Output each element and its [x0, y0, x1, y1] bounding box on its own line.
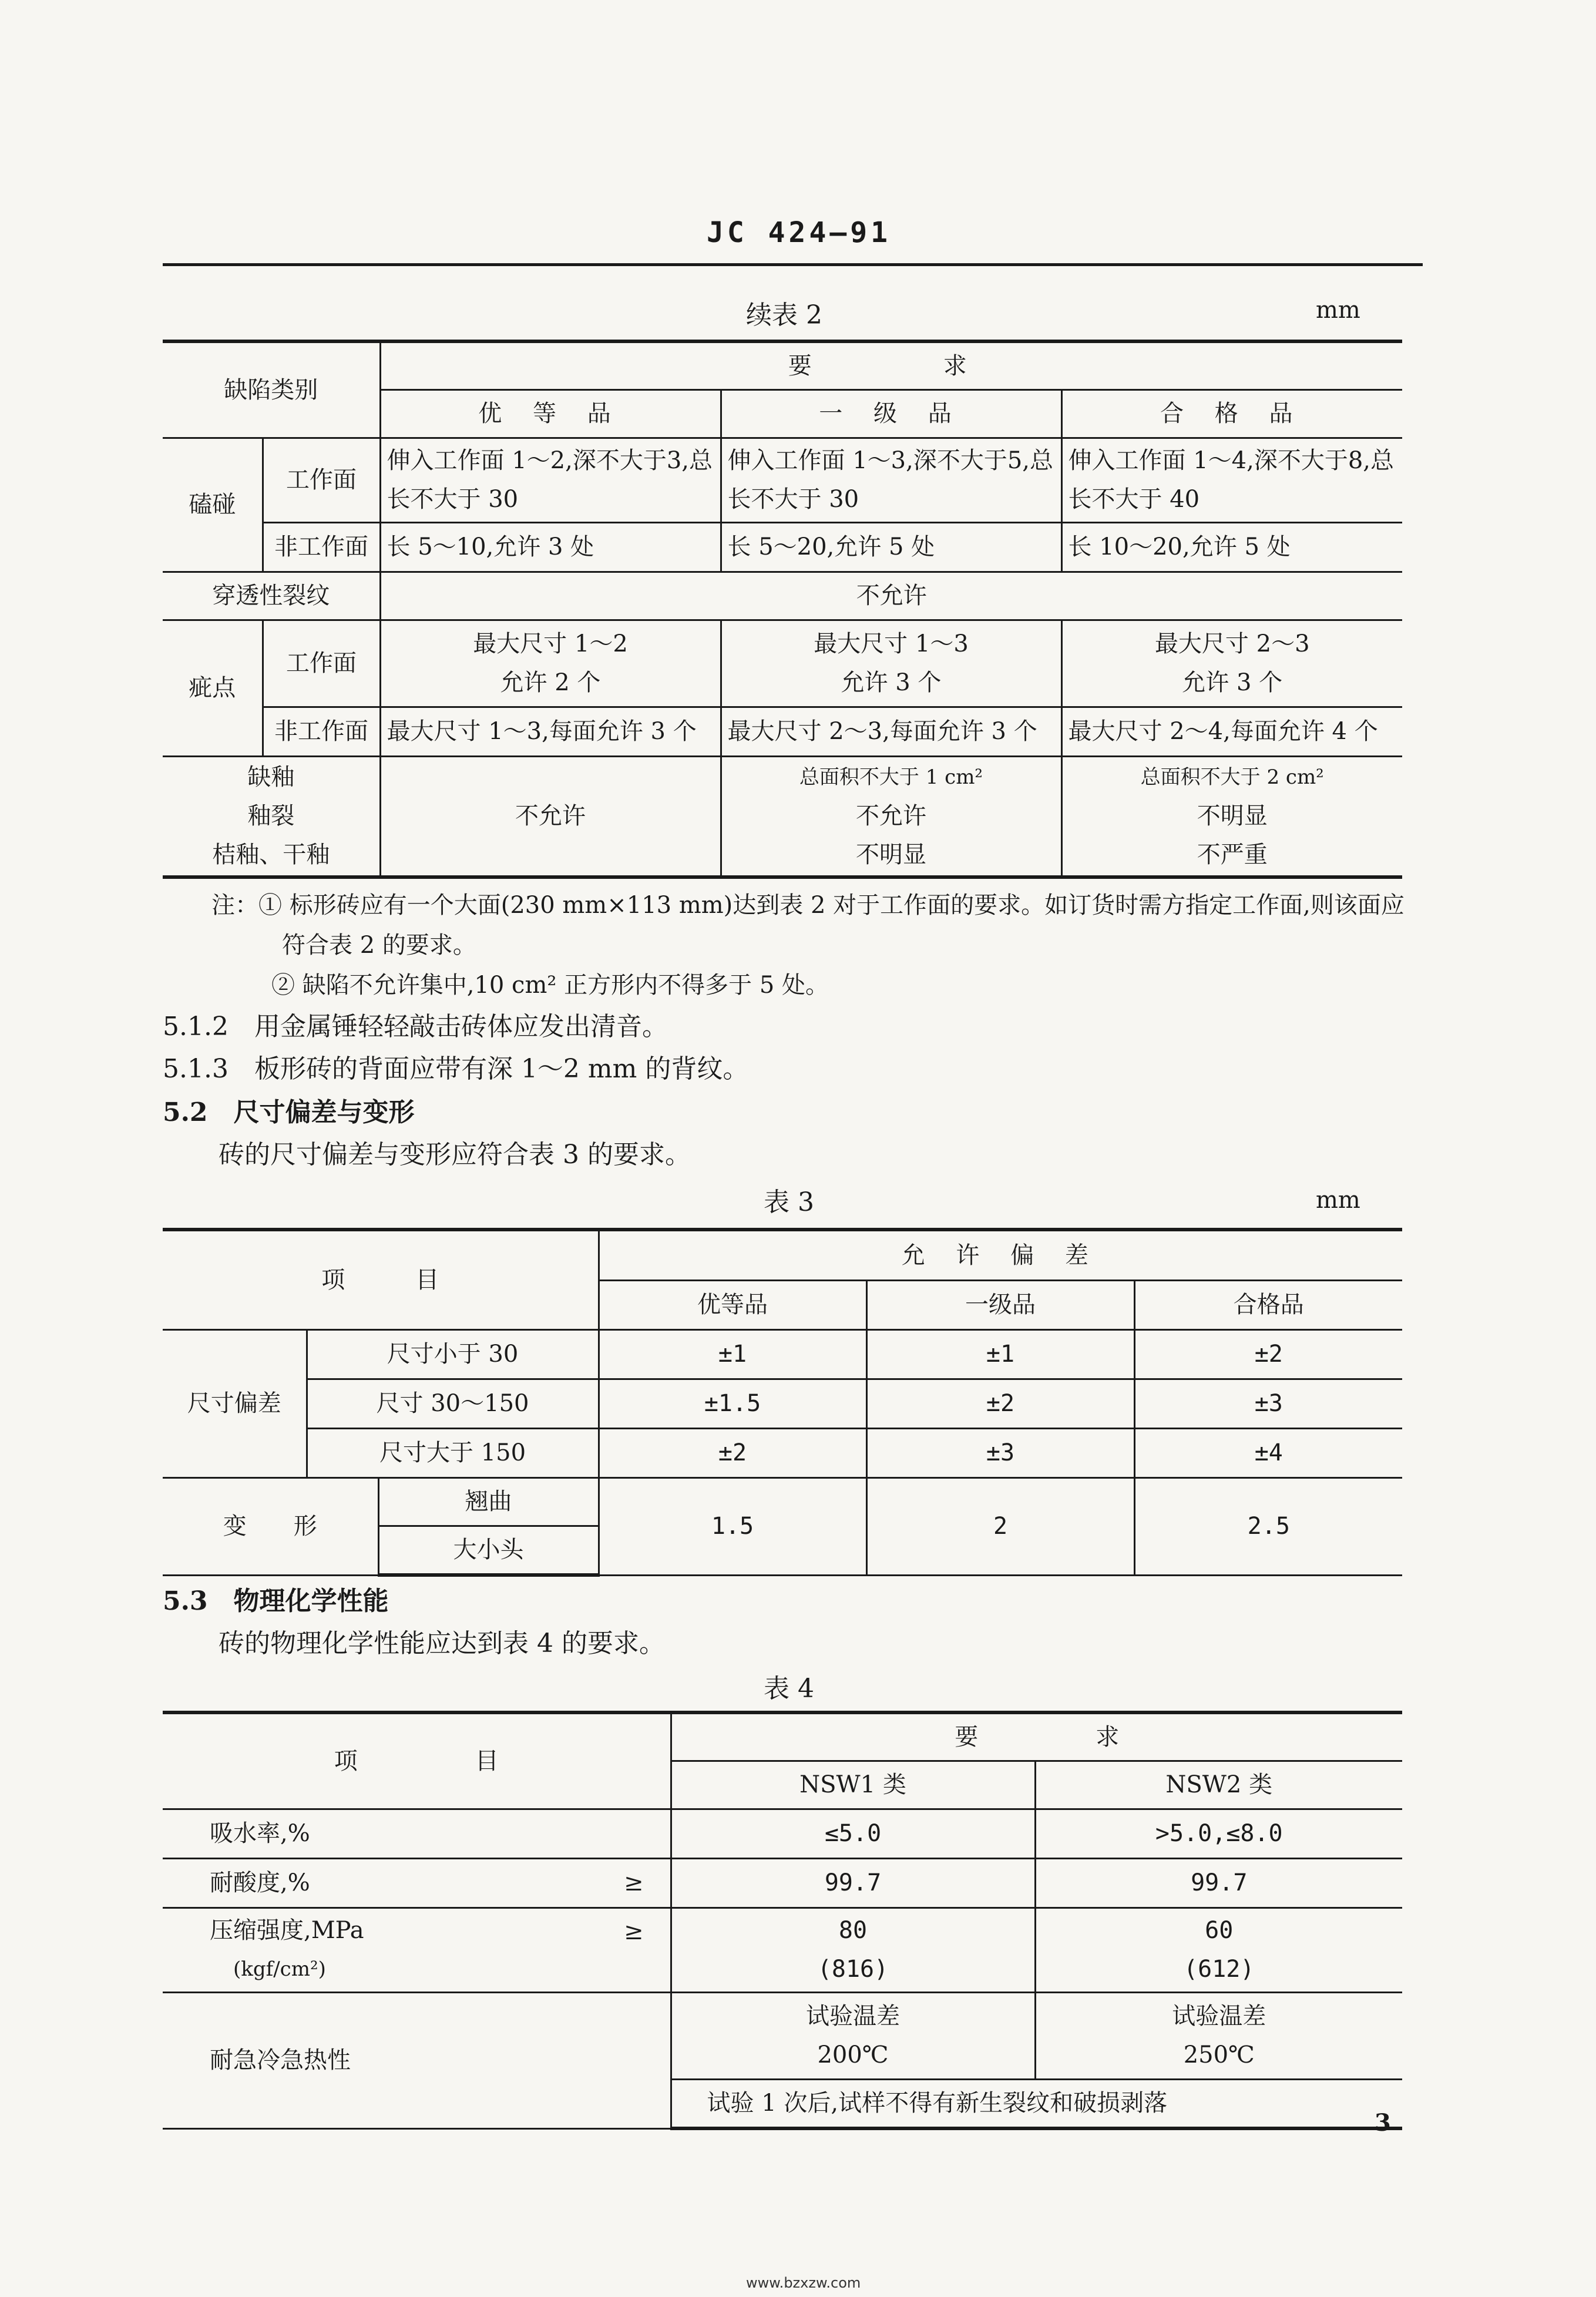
- table4-acid-label: 耐酸度,%: [163, 1858, 597, 1908]
- glaze-label: 桔釉、干釉: [212, 841, 330, 869]
- table3-value: ±4: [1134, 1428, 1402, 1477]
- strength-label-text: 压缩强度,MPa: [210, 1917, 364, 1944]
- table4-thermal-nsw1: [671, 1992, 1035, 2079]
- table4-absorption-nsw2: >5.0,≤8.0: [1035, 1809, 1402, 1858]
- table2-chip-label: 磕碰: [163, 438, 263, 572]
- table4-thermal-result: 试验 1 次后,试样不得有新生裂纹和破损剥落: [671, 2079, 1402, 2128]
- table2-grade-premium-text: 优 等 品: [478, 400, 623, 427]
- table4-head-req: 要 求: [671, 1712, 1402, 1761]
- thermal-temp: 250℃: [1183, 2041, 1255, 2068]
- thermal-temp-label: 试验温差: [1172, 2003, 1266, 2030]
- section-5-2-text: 砖的尺寸偏差与变形应符合表 3 的要求。: [219, 1140, 691, 1170]
- page-number: 3: [1375, 2109, 1391, 2137]
- table3-head-tol-text: 允 许 偏 差: [901, 1241, 1100, 1269]
- table2-chip-nonwork-label: 非工作面: [263, 522, 380, 572]
- table2: [163, 340, 1402, 879]
- table3-value: ±2: [866, 1379, 1134, 1428]
- table2-chip-work-label: 工作面: [263, 438, 380, 522]
- table2-grade-qualified-text: 合 格 品: [1160, 400, 1305, 427]
- table4-acid-nsw2: 99.7: [1035, 1858, 1402, 1908]
- spot-size: 最大尺寸 1～2: [473, 630, 628, 657]
- table2-spot-nonwork-premium: 最大尺寸 1～3,每面允许 3 个: [380, 707, 721, 756]
- section-5-2: 5.2 尺寸偏差与变形: [163, 1097, 415, 1127]
- table2-chip-nonwork-first: 长 5～20,允许 5 处: [721, 522, 1061, 572]
- table2-chip-work-qualified: 伸入工作面 1～4,深不大于8,总长不大于 40: [1061, 438, 1402, 522]
- table3-grade-premium: 优等品: [599, 1280, 866, 1329]
- table3-deform-value: 2.5: [1134, 1477, 1402, 1575]
- table3-deform-value: 1.5: [599, 1477, 866, 1575]
- table4-absorption-nsw1: ≤5.0: [671, 1809, 1035, 1858]
- table3-deform-label: 变 形: [163, 1477, 378, 1575]
- table3-grade-qualified: 合格品: [1134, 1280, 1402, 1329]
- table4-caption: 表 4: [764, 1674, 814, 1704]
- table2-spot-nonwork-label: 非工作面: [263, 707, 380, 756]
- table2-spot-nonwork-qualified: 最大尺寸 2～4,每面允许 4 个: [1061, 707, 1402, 756]
- glaze-value: 不明显: [1197, 802, 1268, 830]
- table4: [163, 1711, 1402, 2130]
- spot-size: 最大尺寸 1～3: [814, 630, 969, 657]
- table2-crack-label: 穿透性裂纹: [163, 572, 380, 620]
- thermal-temp: 200℃: [817, 2041, 889, 2068]
- table4-strength-nsw2: [1035, 1908, 1402, 1992]
- clause-5-1-2: 5.1.2 用金属锤轻轻敲击砖体应发出清音。: [163, 1012, 668, 1042]
- glaze-value: 不允许: [856, 802, 926, 830]
- table2-glaze-qualified: [1061, 756, 1402, 877]
- table3-caption: 表 3: [764, 1187, 814, 1217]
- table2-unit: mm: [1316, 297, 1360, 324]
- table2-grade-first-text: 一 级 品: [819, 400, 963, 427]
- table3-value: ±1: [866, 1329, 1134, 1379]
- table2-note-1-cont: 符合表 2 的要求。: [282, 932, 476, 959]
- table2-grade-qualified: [1061, 389, 1402, 438]
- table4-thermal-nsw2: [1035, 1992, 1402, 2079]
- strength-value: 60: [1205, 1917, 1234, 1944]
- table4-head-item: 项 目: [163, 1712, 671, 1809]
- table3-deform-value: 2: [866, 1477, 1134, 1575]
- table2-caption: 续表 2: [746, 300, 822, 330]
- table2-note-2: ② 缺陷不允许集中,10 cm² 正方形内不得多于 5 处。: [271, 972, 829, 999]
- table2-grade-premium: [380, 389, 721, 438]
- table2-chip-work-first: 伸入工作面 1～3,深不大于5,总长不大于 30: [721, 438, 1061, 522]
- table3-value: ±2: [599, 1428, 866, 1477]
- table3-head-item: 项 目: [163, 1230, 599, 1329]
- spot-count: 允许 3 个: [1182, 669, 1283, 696]
- strength-unit2: (kgf/cm²): [233, 1957, 326, 1981]
- strength-value2: (816): [817, 1956, 889, 1983]
- table2-spot-work-first: [721, 620, 1061, 707]
- table2-grade-first: [721, 389, 1061, 438]
- thermal-temp-label: 试验温差: [806, 2003, 900, 2030]
- table4-acid-sign: ≥: [597, 1858, 671, 1908]
- table4-class-nsw2: NSW2 类: [1035, 1761, 1402, 1809]
- table3-unit: mm: [1316, 1187, 1360, 1214]
- table3-row-label: 尺寸大于 150: [307, 1428, 599, 1477]
- table2-head-defect: 缺陷类别: [163, 341, 380, 438]
- glaze-value: 不严重: [1197, 841, 1268, 869]
- table2-spot-work-premium: [380, 620, 721, 707]
- table4-strength-nsw1: [671, 1908, 1035, 1992]
- table2-chip-nonwork-qualified: 长 10～20,允许 5 处: [1061, 522, 1402, 572]
- section-5-3-text: 砖的物理化学性能应达到表 4 的要求。: [219, 1628, 665, 1658]
- table3: [163, 1228, 1402, 1577]
- table4-strength-label: [163, 1908, 597, 1992]
- table3-grade-first: 一级品: [866, 1280, 1134, 1329]
- glaze-label: 釉裂: [247, 802, 295, 830]
- table2-spot-work-label: 工作面: [263, 620, 380, 707]
- table2-head-req-text: 要 求: [788, 352, 995, 380]
- table3-value: ±1: [599, 1329, 866, 1379]
- table2-chip-nonwork-premium: 长 5～10,允许 3 处: [380, 522, 721, 572]
- table3-row-label: 尺寸小于 30: [307, 1329, 599, 1379]
- table3-value: ±2: [1134, 1329, 1402, 1379]
- table2-note-1: 注：① 标形砖应有一个大面(230 mm×113 mm)达到表 2 对于工作面的要求。如订货时需方指定工作面,则该面应: [211, 892, 1405, 919]
- section-5-3: 5.3 物理化学性能: [163, 1586, 389, 1616]
- table3-value: ±3: [1134, 1379, 1402, 1428]
- table2-head-req: [380, 341, 1402, 389]
- table3-head-tol: [599, 1230, 1402, 1280]
- spot-count: 允许 2 个: [500, 669, 601, 696]
- table4-absorption-label: 吸水率,%: [163, 1809, 671, 1858]
- table2-spot-work-qualified: [1061, 620, 1402, 707]
- table2-glaze-first: [721, 756, 1061, 877]
- glaze-value: 总面积不大于 1 cm²: [799, 765, 983, 790]
- table3-value: ±3: [866, 1428, 1134, 1477]
- table3-value: ±1.5: [599, 1379, 866, 1428]
- spot-count: 允许 3 个: [841, 669, 942, 696]
- table4-acid-nsw1: 99.7: [671, 1858, 1035, 1908]
- clause-5-1-3: 5.1.3 板形砖的背面应带有深 1～2 mm 的背纹。: [163, 1054, 749, 1084]
- table2-glaze-labels: [163, 756, 380, 877]
- strength-value: 80: [838, 1917, 868, 1944]
- table3-size-label: 尺寸偏差: [163, 1329, 307, 1477]
- glaze-value: 不明显: [856, 841, 926, 869]
- table3-deform-sub: 翘曲: [378, 1477, 599, 1526]
- footer-watermark: www.bzxzw.com: [746, 2275, 861, 2291]
- standard-code: JC 424—91: [706, 216, 892, 249]
- table2-spot-nonwork-first: 最大尺寸 2～3,每面允许 3 个: [721, 707, 1061, 756]
- table2-glaze-premium: 不允许: [380, 756, 721, 877]
- table2-chip-work-premium: 伸入工作面 1～2,深不大于3,总长不大于 30: [380, 438, 721, 522]
- spot-size: 最大尺寸 2～3: [1154, 630, 1310, 657]
- table4-class-nsw1: NSW1 类: [671, 1761, 1035, 1809]
- strength-value2: (612): [1184, 1956, 1255, 1983]
- table4-strength-sign: ≥: [597, 1908, 671, 1992]
- table3-row-label: 尺寸 30～150: [307, 1379, 599, 1428]
- header-rule: [163, 263, 1423, 266]
- glaze-value: 总面积不大于 2 cm²: [1140, 765, 1324, 790]
- table3-deform-sub: 大小头: [378, 1526, 599, 1575]
- glaze-label: 缺釉: [247, 764, 295, 791]
- table2-crack-value: 不允许: [380, 572, 1402, 620]
- table4-thermal-label: 耐急冷急热性: [163, 1992, 671, 2128]
- table2-spot-label: 疵点: [163, 620, 263, 756]
